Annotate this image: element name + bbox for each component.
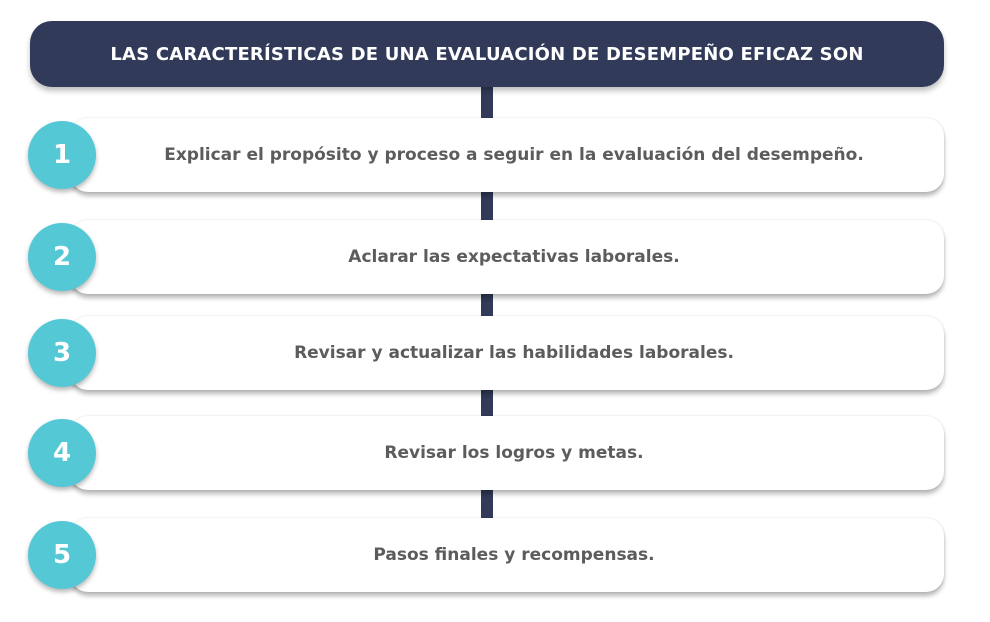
step-text: Aclarar las expectativas laborales.: [348, 247, 680, 267]
step-text: Explicar el propósito y proceso a seguir en la evaluación del desempeño.: [164, 145, 864, 165]
step-text: Pasos finales y recompensas.: [373, 545, 655, 565]
connector-line: [481, 87, 493, 118]
connector-line: [481, 390, 493, 416]
step-card-4: [70, 416, 944, 490]
step-number-badge: 5: [28, 521, 96, 589]
step-card-3: [70, 316, 944, 390]
step-card-1: [70, 118, 944, 192]
diagram-title: LAS CARACTERÍSTICAS DE UNA EVALUACIÓN DE DESEMPEÑO EFICAZ SON: [110, 43, 864, 65]
connector-line: [481, 490, 493, 518]
step-card-5: [70, 518, 944, 592]
step-number-badge: 3: [28, 319, 96, 387]
title-banner: [30, 21, 944, 87]
step-text: Revisar y actualizar las habilidades laborales.: [294, 343, 734, 363]
step-card-2: [70, 220, 944, 294]
connector-line: [481, 192, 493, 220]
step-text: Revisar los logros y metas.: [384, 443, 644, 463]
step-number-badge: 1: [28, 121, 96, 189]
step-number-badge: 4: [28, 419, 96, 487]
connector-line: [481, 294, 493, 316]
step-number-badge: 2: [28, 223, 96, 291]
